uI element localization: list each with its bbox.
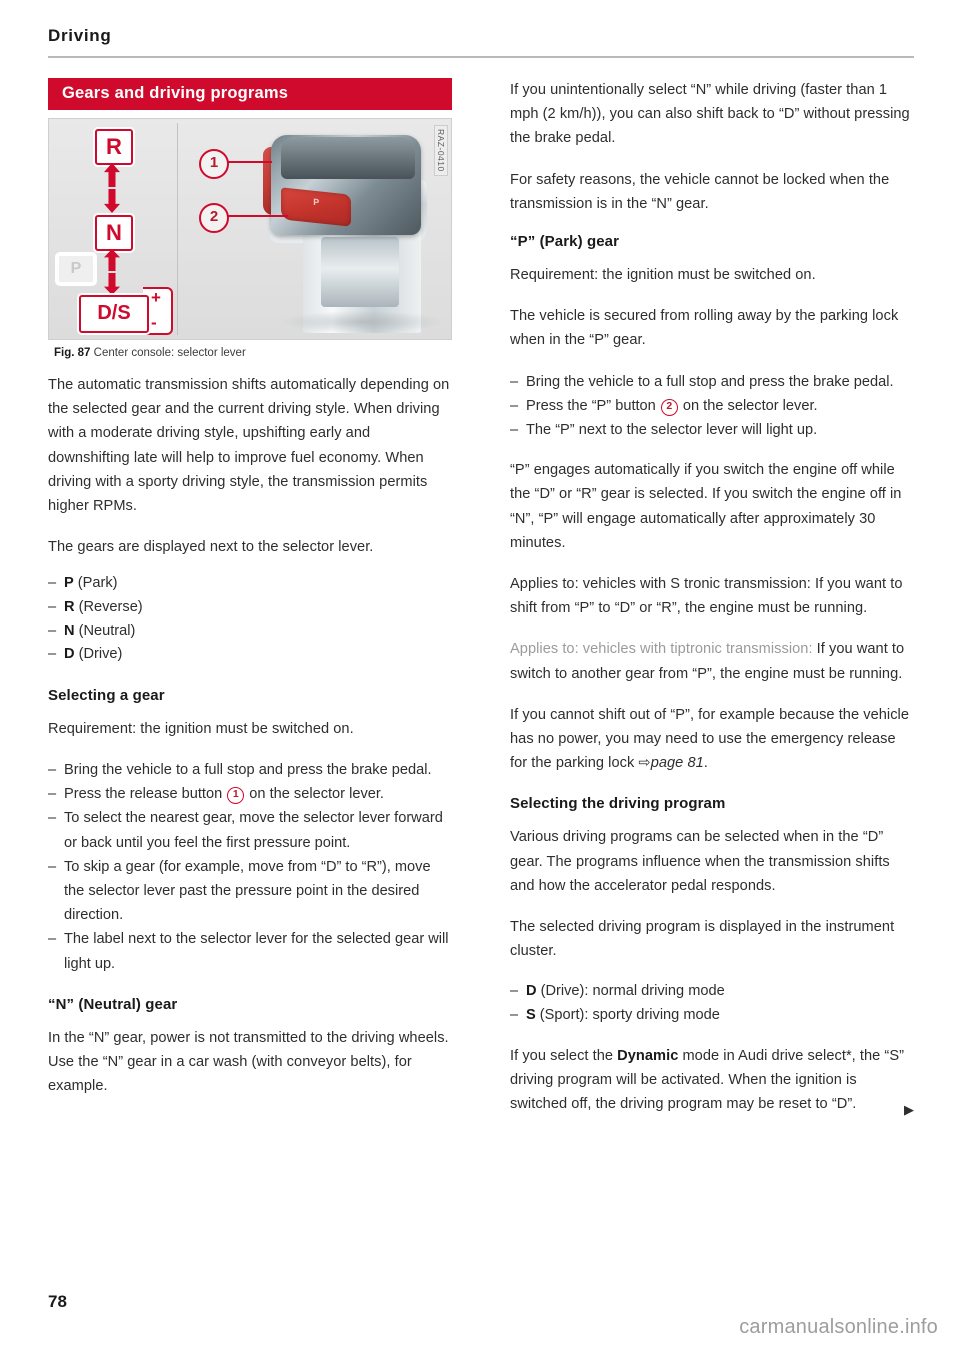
heading-park-gear: “P” (Park) gear <box>510 233 620 251</box>
step-text: Bring the vehicle to a full stop and press the brake pedal. <box>64 762 432 778</box>
inline-callout-1: 1 <box>227 787 244 804</box>
dynamic-text-after: mode in Audi drive select*, the “S” driving program will be activated. When the ignition is switched off, the driving program may be reset to “D”. <box>510 1047 905 1113</box>
park-secured-paragraph: The vehicle is secured from rolling away by the parking lock when in the “P” gear. <box>510 308 899 349</box>
header-divider <box>48 56 914 58</box>
paragraph-dynamic-mode <box>510 1044 914 1117</box>
paragraph-unintentional-neutral: If you unintentionally select “N” while driving (faster than 1 mph (2 km/h)), you can also shift back to “D” without pressing the brake pedal. <box>510 82 910 147</box>
gear-name: (Park) <box>77 575 118 592</box>
step-text: To select the nearest gear, move the selector lever forward or back until you feel the first pressure point. <box>64 810 443 851</box>
arrow-up-icon <box>104 163 120 187</box>
cross-reference-arrow-icon: ⇨ <box>638 755 651 772</box>
arrow-up-icon <box>104 249 120 271</box>
applies-to-label-stronic: Applies to: vehicles with S tronic transmission: <box>510 576 811 593</box>
list-item <box>510 980 914 1004</box>
park-requirement: Requirement: the ignition must be switched on. <box>510 267 816 284</box>
gear-schematic <box>57 127 175 333</box>
page-number: 78 <box>48 1292 67 1311</box>
driving-program-list <box>510 980 914 1027</box>
selecting-gear-requirement: Requirement: the ignition must be switched on. <box>48 720 354 737</box>
gear-label-neutral: N <box>95 215 133 251</box>
gear-label-reverse: R <box>95 129 133 165</box>
selecting-gear-steps <box>48 758 452 976</box>
figure-caption <box>48 340 452 359</box>
figure-callout-2: 2 <box>199 203 229 233</box>
paragraph-applies-tiptronic <box>510 637 914 685</box>
heading-selecting-driving-program: Selecting the driving program <box>510 795 726 813</box>
lever-shaft-inner <box>321 237 399 307</box>
callout-leader-line-1 <box>226 161 272 163</box>
step-text: Bring the vehicle to a full stop and press the brake pedal. <box>526 373 894 390</box>
applies-to-body-stronic: If you want to shift from “P” to “D” or “R”, the engine must be running. <box>510 576 903 617</box>
step-text: Press the release button <box>64 786 227 803</box>
paragraph-park-engages: “P” engages automatically if you switch the engine off while the “D” or “R” gear is selected. If you switch the engine off in “N”, “P” will engage automatically after approximately 30 minutes. <box>510 462 902 551</box>
figure-caption-text: Center console: selector lever <box>93 347 246 359</box>
step-text-after: on the selector lever. <box>245 786 384 803</box>
gear-abbr: P <box>64 575 74 592</box>
gear-name: (Neutral) <box>78 622 136 639</box>
applies-to-label-tiptronic: Applies to: vehicles with tiptronic transmission: <box>510 641 813 658</box>
list-item <box>510 418 914 442</box>
gear-name: (Reverse) <box>78 599 143 616</box>
inline-callout-2: 2 <box>661 399 678 416</box>
arrow-down-icon <box>104 189 120 213</box>
gear-definition-list <box>48 572 452 666</box>
list-item <box>48 855 452 928</box>
paragraph-applies-stronic <box>510 572 914 620</box>
paragraph-safety-lock: For safety reasons, the vehicle cannot be locked when the transmission is in the “N” gear. <box>510 171 890 212</box>
left-column <box>48 78 452 1115</box>
right-column <box>510 78 914 1116</box>
list-item <box>48 806 452 854</box>
gear-abbr: D <box>64 646 75 663</box>
park-steps <box>510 370 914 443</box>
watermark: carmanualsonline.info <box>739 1316 938 1338</box>
paragraph-program-displayed: The selected driving program is displayed in the instrument cluster. <box>510 919 895 960</box>
gear-label-drive-sport: D/S <box>79 295 149 333</box>
figure-caption-label: Fig. 87 <box>54 347 91 359</box>
gear-arrow-lower <box>104 249 120 295</box>
list-item <box>48 572 452 596</box>
heading-selecting-a-gear: Selecting a gear <box>48 686 165 704</box>
heading-neutral-gear: “N” (Neutral) gear <box>48 995 178 1013</box>
gear-arrow-upper <box>104 163 120 213</box>
figure-image-code: RAZ-0410 <box>434 125 448 176</box>
gear-label-park: P <box>57 254 95 284</box>
step-text: The label next to the selector lever for the selected gear will light up. <box>64 931 449 972</box>
list-item <box>510 370 914 394</box>
list-item <box>510 1004 914 1028</box>
applies-to-body-tiptronic: If you want to switch to another gear from “P”, the engine must be running. <box>510 641 905 682</box>
gear-name: (Drive) <box>78 646 123 663</box>
lever-knob-top <box>281 137 415 179</box>
figure-callout-1: 1 <box>199 149 229 179</box>
minus-icon: - <box>151 313 157 332</box>
step-text: Press the “P” button <box>526 397 660 414</box>
neutral-paragraph: In the “N” gear, power is not transmitted to the driving wheels. Use the “N” gear in a car wash (with conveyor belts), for example. <box>48 1029 449 1095</box>
cross-reference-link[interactable]: page 81 <box>650 755 704 772</box>
program-name: (Sport): sporty driving mode <box>539 1007 720 1024</box>
dynamic-text-before: If you select the <box>510 1047 618 1064</box>
gear-abbr: R <box>64 599 75 616</box>
program-abbr: S <box>526 1007 536 1024</box>
lever-base-shadow <box>281 311 443 333</box>
figure-panel-divider <box>177 123 178 335</box>
list-item <box>48 758 452 782</box>
figure-image <box>48 118 452 340</box>
gear-abbr: N <box>64 622 75 639</box>
callout-leader-line-2 <box>226 215 288 217</box>
figure-87 <box>48 118 452 359</box>
program-name: (Drive): normal driving mode <box>540 983 725 1000</box>
continuation-arrow-icon: ▶ <box>904 1102 914 1118</box>
dynamic-mode-name: Dynamic <box>617 1047 679 1064</box>
selector-lever-illustration <box>185 125 443 335</box>
arrow-down-icon <box>104 273 120 295</box>
cannot-shift-text: If you cannot shift out of “P”, for example because the vehicle has no power, you may need to use the emergency release for the parking lock <box>510 706 910 772</box>
program-abbr: D <box>526 983 537 1000</box>
list-item <box>48 596 452 620</box>
list-item <box>48 782 452 806</box>
plus-icon: + <box>151 288 161 307</box>
step-text: To skip a gear (for example, move from “D” to “R”), move the selector lever past the pressure point in the desired direction. <box>64 858 431 924</box>
list-item <box>48 620 452 644</box>
step-text: The “P” next to the selector lever will light up. <box>526 422 818 439</box>
list-item <box>48 643 452 667</box>
list-item <box>510 394 914 418</box>
list-item <box>48 927 452 975</box>
gears-lead-paragraph: The gears are displayed next to the selector lever. <box>48 539 374 556</box>
section-banner: Gears and driving programs <box>48 78 452 110</box>
paragraph-driving-programs: Various driving programs can be selected when in the “D” gear. The programs influence when the transmission shifts and how the accelerator pedal responds. <box>510 829 890 894</box>
intro-paragraph: The automatic transmission shifts automatically depending on the selected gear and the current driving style. When driving with a moderate driving style, upshifting early and downshifting late will help to improve fuel economy. When driving with a sporty driving style, the transmission permits higher RPMs. <box>48 377 450 515</box>
paragraph-cannot-shift: If you cannot shift out of “P”, for example because the vehicle has no power, you may need to use the emergency release for the parking lock ⇨page 81. <box>510 706 910 772</box>
step-text-after: on the selector lever. <box>678 397 818 414</box>
page-title: Driving <box>48 26 112 45</box>
